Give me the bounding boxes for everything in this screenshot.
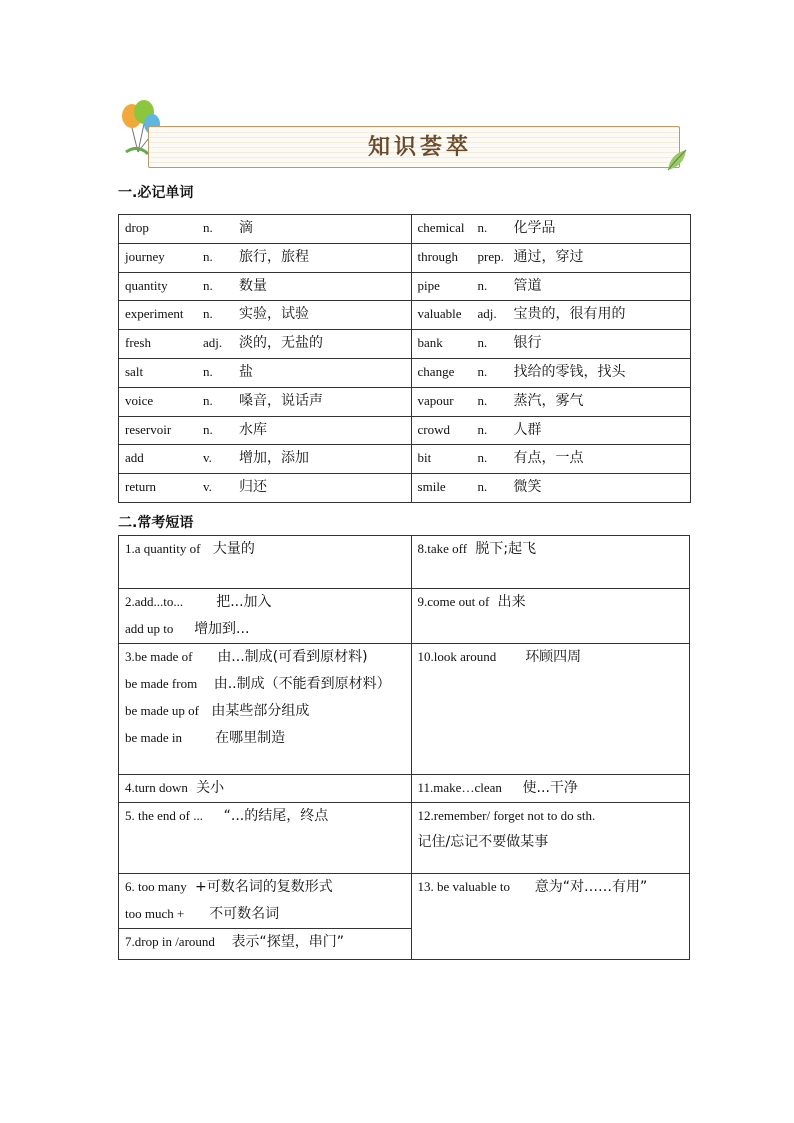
- vocab-pos: n.: [477, 363, 488, 379]
- phrase-cell-13: 13. be valuable to 意为“对……有用”: [411, 874, 689, 960]
- vocab-pos: n.: [477, 421, 488, 437]
- vocab-cell: [411, 358, 690, 387]
- vocab-cell: [411, 445, 690, 474]
- vocab-table: [118, 214, 691, 503]
- vocab-row: [119, 301, 691, 330]
- vocab-meaning: 管道: [513, 277, 542, 294]
- vocab-pos: n.: [203, 248, 213, 264]
- vocab-meaning: 增加，添加: [239, 450, 309, 467]
- phrase-cell-4: 4.turn down 关小: [119, 775, 412, 803]
- vocab-meaning: 有点，一点: [513, 450, 584, 467]
- vocab-meaning: 人群: [513, 421, 542, 438]
- vocab-word: valuable: [417, 306, 462, 322]
- vocab-row: [119, 358, 691, 387]
- vocab-word: vapour: [417, 392, 454, 408]
- vocab-word: change: [417, 363, 455, 379]
- vocab-cell: [411, 387, 690, 416]
- vocab-word: bank: [417, 335, 443, 351]
- vocab-cell: [411, 215, 690, 244]
- vocab-pos: v.: [203, 479, 212, 495]
- vocab-row: [119, 474, 691, 503]
- phrase-section-title: 二.常考短语: [118, 515, 194, 531]
- vocab-meaning: 蒸汽，雾气: [513, 392, 584, 409]
- vocab-pos: n.: [203, 363, 213, 379]
- section-banner: [118, 100, 692, 176]
- vocab-pos: n.: [477, 335, 488, 351]
- vocab-word: reservoir: [125, 421, 172, 437]
- vocab-pos: n.: [477, 392, 488, 408]
- vocab-row: [119, 272, 691, 301]
- phrase-table: [118, 535, 690, 960]
- vocab-meaning: 盐: [239, 363, 253, 380]
- vocab-meaning: 化学品: [513, 220, 556, 236]
- vocab-word: experiment: [125, 306, 184, 322]
- phrase-cell-7: 7.drop in /around 表示“探望，串门”: [119, 929, 412, 960]
- banner-title: 知识荟萃: [368, 135, 473, 160]
- phrase-cell-5: 5. the end of ... “...的结尾，终点: [119, 803, 412, 874]
- vocab-section-title: 一.必记单词: [118, 185, 194, 201]
- vocab-meaning: 水库: [239, 421, 267, 438]
- vocab-word: chemical: [417, 220, 465, 235]
- vocab-cell: [119, 301, 412, 330]
- vocab-word: quantity: [125, 277, 168, 293]
- vocab-pos: n.: [203, 277, 213, 293]
- phrase-cell-1: 1.a quantity of 大量的: [119, 536, 412, 589]
- phrase-cell-6: 6. too many +可数名词的复数形式 too much + 不可数名词: [119, 874, 412, 929]
- vocab-row: [119, 330, 691, 359]
- vocab-meaning: 嗓音，说话声: [239, 392, 323, 409]
- vocab-pos: n.: [203, 421, 213, 437]
- phrase-cell-9: 9.come out of 出来: [411, 589, 689, 644]
- vocab-pos: n.: [203, 220, 213, 235]
- vocab-cell: [411, 301, 690, 330]
- vocab-cell: [119, 330, 412, 359]
- phrase-cell-2: 2.add...to... 把...加入 add up to 增加到...: [119, 589, 412, 644]
- vocab-word: add: [125, 450, 144, 466]
- vocab-pos: prep.: [477, 248, 504, 264]
- vocab-cell: [411, 474, 690, 503]
- vocab-cell: [411, 272, 690, 301]
- vocab-word: voice: [125, 392, 154, 408]
- vocab-pos: adj.: [203, 335, 223, 351]
- phrase-cell-3: 3.be made of 由...制成(可看到原材料) be made from 由..制成（不能看到原材料） be made up of 由某些部分组成 be made in 在哪里制造: [119, 644, 412, 775]
- vocab-word: pipe: [417, 277, 440, 293]
- vocab-cell: [411, 243, 690, 272]
- vocab-cell: [119, 272, 412, 301]
- leaf-icon: [664, 146, 690, 174]
- vocab-word: salt: [125, 363, 144, 379]
- phrase-cell-8: 8.take off 脱下;起飞: [411, 536, 689, 589]
- vocab-meaning: 宝贵的，很有用的: [513, 306, 626, 323]
- vocab-word: drop: [125, 220, 149, 235]
- vocab-pos: v.: [203, 450, 212, 466]
- vocab-pos: adj.: [477, 306, 497, 322]
- vocab-pos: n.: [477, 450, 488, 466]
- vocab-meaning: 找给的零钱，找头: [513, 363, 626, 380]
- vocab-cell: [411, 330, 690, 359]
- vocab-meaning: 滴: [239, 220, 253, 236]
- vocab-cell: [119, 215, 412, 244]
- vocab-word: journey: [125, 248, 165, 264]
- vocab-cell: [119, 387, 412, 416]
- vocab-row: [119, 243, 691, 272]
- vocab-meaning: 微笑: [513, 479, 542, 496]
- vocab-cell: [119, 474, 412, 503]
- vocab-meaning: 银行: [513, 335, 542, 352]
- vocab-word: return: [125, 479, 157, 495]
- vocab-meaning: 实验，试验: [239, 306, 309, 323]
- vocab-row: [119, 416, 691, 445]
- vocab-pos: n.: [477, 220, 488, 235]
- vocab-pos: n.: [203, 392, 213, 408]
- vocab-cell: [119, 416, 412, 445]
- vocab-pos: n.: [477, 277, 488, 293]
- vocab-pos: n.: [477, 479, 488, 495]
- vocab-cell: [119, 445, 412, 474]
- vocab-meaning: 旅行，旅程: [239, 248, 309, 265]
- vocab-row: [119, 215, 691, 244]
- vocab-cell: [411, 416, 690, 445]
- vocab-word: fresh: [125, 335, 151, 351]
- phrase-cell-12: 12.remember/ forget not to do sth. 记住/忘记不要做某事: [411, 803, 689, 874]
- vocab-meaning: 通过，穿过: [513, 248, 584, 265]
- vocab-word: crowd: [417, 421, 451, 437]
- vocab-pos: n.: [203, 306, 213, 322]
- vocab-word: smile: [417, 479, 446, 495]
- phrase-cell-10: 10.look around 环顾四周: [411, 644, 689, 775]
- vocab-meaning: 数量: [239, 277, 267, 294]
- vocab-row: [119, 387, 691, 416]
- vocab-word: through: [417, 248, 458, 264]
- phrase-cell-11: 11.make…clean 使...干净: [411, 775, 689, 803]
- vocab-cell: [119, 358, 412, 387]
- vocab-meaning: 归还: [239, 479, 267, 496]
- vocab-cell: [119, 243, 412, 272]
- vocab-word: bit: [417, 450, 432, 466]
- vocab-row: [119, 445, 691, 474]
- vocab-meaning: 淡的，无盐的: [239, 335, 323, 352]
